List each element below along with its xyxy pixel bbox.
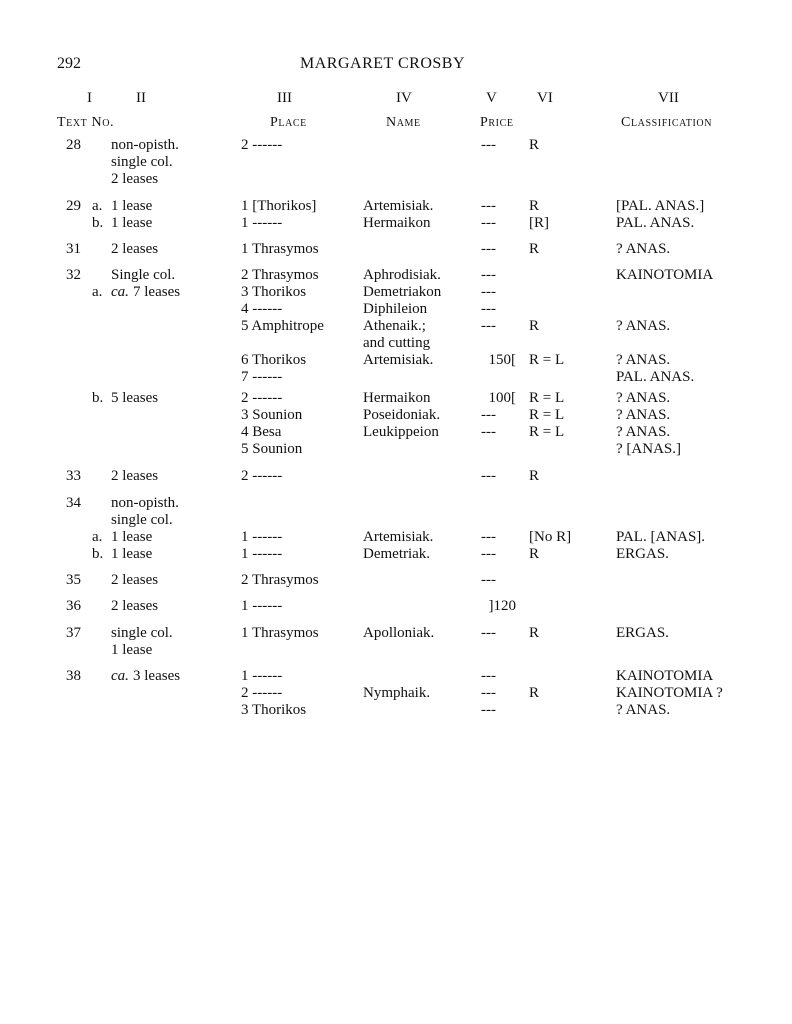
col-roman-iii: III <box>277 90 292 106</box>
place: 1 ------ <box>241 668 283 684</box>
mine-name: Athenaik.; <box>363 318 426 334</box>
description: non-opisth. <box>111 137 179 153</box>
r-column: R <box>529 318 540 334</box>
description: 2 leases <box>111 572 159 588</box>
classification: [PAL. ANAS.] <box>616 198 705 214</box>
page-number: 292 <box>57 55 81 72</box>
mine-name: Diphileion <box>363 301 428 317</box>
col-text-no: Text No. <box>57 115 115 130</box>
description: non-opisth. <box>111 495 179 511</box>
place: 7 ------ <box>241 369 283 385</box>
place: 4 ------ <box>241 301 283 317</box>
r-column: R = L <box>529 424 565 440</box>
place: 2 ------ <box>241 685 283 701</box>
classification: ? [ANAS.] <box>616 441 681 457</box>
sub-item-letter: b. <box>92 215 104 231</box>
mine-name: Apolloniak. <box>363 625 435 641</box>
mine-name: and cutting <box>363 335 431 351</box>
text-number: 32 <box>66 267 81 283</box>
r-column: R <box>529 198 540 214</box>
r-column: [No R] <box>529 529 572 545</box>
text-number: 37 <box>66 625 81 641</box>
price: --- <box>481 668 496 684</box>
r-column: R = L <box>529 352 565 368</box>
sub-item-letter: a. <box>92 198 103 214</box>
sub-item-letter: b. <box>92 546 104 562</box>
price: --- <box>481 702 496 718</box>
sub-item-letter: a. <box>92 529 103 545</box>
classification: ERGAS. <box>616 625 669 641</box>
description: Single col. <box>111 267 176 283</box>
mine-name: Demetriak. <box>363 546 431 562</box>
classification: KAINOTOMIA ? <box>616 685 723 701</box>
text-number: 29 <box>66 198 81 214</box>
price: --- <box>481 625 496 641</box>
text-number: 28 <box>66 137 81 153</box>
classification: ? ANAS. <box>616 318 671 334</box>
r-column: R <box>529 468 540 484</box>
sub-item-letter: b. <box>92 390 104 406</box>
place: 2 ------ <box>241 137 283 153</box>
place: 6 Thorikos <box>241 352 307 368</box>
classification: PAL. [ANAS]. <box>616 529 706 545</box>
description: 5 leases <box>111 390 159 406</box>
classification: KAINOTOMIA <box>616 267 714 283</box>
mine-name: Artemisiak. <box>363 529 434 545</box>
price: --- <box>481 468 496 484</box>
place: 1 Thrasymos <box>241 241 319 257</box>
mine-name: Artemisiak. <box>363 198 434 214</box>
sub-item-letter: a. <box>92 284 103 300</box>
col-price: Price <box>480 115 514 130</box>
place: 1 ------ <box>241 215 283 231</box>
price: --- <box>481 318 496 334</box>
price: 150[ <box>488 352 516 368</box>
mine-name: Artemisiak. <box>363 352 434 368</box>
col-classification: Classification <box>621 115 713 130</box>
text-number: 31 <box>66 241 81 257</box>
mine-name: Aphrodisiak. <box>363 267 441 283</box>
price: --- <box>481 407 496 423</box>
place: 1 ------ <box>241 546 283 562</box>
price: --- <box>481 198 496 214</box>
classification: KAINOTOMIA <box>616 668 714 684</box>
price: --- <box>481 424 496 440</box>
place: 2 ------ <box>241 390 283 406</box>
description: 1 lease <box>111 642 153 658</box>
place: 1 ------ <box>241 598 283 614</box>
classification: ? ANAS. <box>616 390 671 406</box>
mine-name: Demetriakon <box>363 284 442 300</box>
price: --- <box>481 267 496 283</box>
description: 1 lease <box>111 529 153 545</box>
text-number: 38 <box>66 668 81 684</box>
mine-name: Nymphaik. <box>363 685 431 701</box>
col-roman-ii: II <box>136 90 146 106</box>
description: single col. <box>111 154 173 170</box>
price: --- <box>481 301 496 317</box>
price: --- <box>481 546 496 562</box>
description-prefix: ca. <box>111 668 129 684</box>
col-place: Place <box>270 115 307 130</box>
text-number: 34 <box>66 495 81 511</box>
text-number: 35 <box>66 572 81 588</box>
place: 3 Thorikos <box>241 702 307 718</box>
col-roman-iv: IV <box>396 90 412 106</box>
classification: ? ANAS. <box>616 424 671 440</box>
place: 1 [Thorikos] <box>241 198 317 214</box>
price: --- <box>481 241 496 257</box>
price: --- <box>481 685 496 701</box>
description: single col. <box>111 512 173 528</box>
description: 7 leases <box>133 284 181 300</box>
price: --- <box>481 215 496 231</box>
description: 3 leases <box>133 668 181 684</box>
description: 2 leases <box>111 598 159 614</box>
description: single col. <box>111 625 173 641</box>
price: --- <box>481 572 496 588</box>
col-roman-v: V <box>486 90 497 106</box>
classification: ERGAS. <box>616 546 669 562</box>
col-name: Name <box>386 115 421 130</box>
col-roman-vii: VII <box>658 90 679 106</box>
col-roman-vi: VI <box>537 90 553 106</box>
price: --- <box>481 284 496 300</box>
mine-name: Leukippeion <box>363 424 439 440</box>
mine-name: Poseidoniak. <box>363 407 441 423</box>
r-column: R = L <box>529 390 565 406</box>
classification: ? ANAS. <box>616 352 671 368</box>
r-column: R <box>529 685 540 701</box>
mine-name: Hermaikon <box>363 215 431 231</box>
classification: ? ANAS. <box>616 241 671 257</box>
place: 2 Thrasymos <box>241 267 319 283</box>
r-column: R = L <box>529 407 565 423</box>
classification: PAL. ANAS. <box>616 215 695 231</box>
description: 2 leases <box>111 171 159 187</box>
r-column: R <box>529 546 540 562</box>
r-column: R <box>529 241 540 257</box>
place: 5 Sounion <box>241 441 303 457</box>
description-prefix: ca. <box>111 284 129 300</box>
place: 1 ------ <box>241 529 283 545</box>
classification: ? ANAS. <box>616 702 671 718</box>
r-column: [R] <box>529 215 549 231</box>
price: ]120 <box>488 598 516 614</box>
place: 3 Sounion <box>241 407 303 423</box>
description: 2 leases <box>111 468 159 484</box>
place: 2 Thrasymos <box>241 572 319 588</box>
place: 5 Amphitrope <box>241 318 324 334</box>
mine-name: Hermaikon <box>363 390 431 406</box>
place: 4 Besa <box>241 424 282 440</box>
text-number: 36 <box>66 598 81 614</box>
r-column: R <box>529 625 540 641</box>
place: 2 ------ <box>241 468 283 484</box>
price: --- <box>481 529 496 545</box>
classification: ? ANAS. <box>616 407 671 423</box>
description: 1 lease <box>111 546 153 562</box>
r-column: R <box>529 137 540 153</box>
classification: PAL. ANAS. <box>616 369 695 385</box>
text-number: 33 <box>66 468 81 484</box>
place: 1 Thrasymos <box>241 625 319 641</box>
description: 1 lease <box>111 198 153 214</box>
place: 3 Thorikos <box>241 284 307 300</box>
col-roman-i: I <box>87 90 92 106</box>
price: --- <box>481 137 496 153</box>
description: 2 leases <box>111 241 159 257</box>
price: 100[ <box>488 390 516 406</box>
description: 1 lease <box>111 215 153 231</box>
running-title: MARGARET CROSBY <box>300 55 466 72</box>
